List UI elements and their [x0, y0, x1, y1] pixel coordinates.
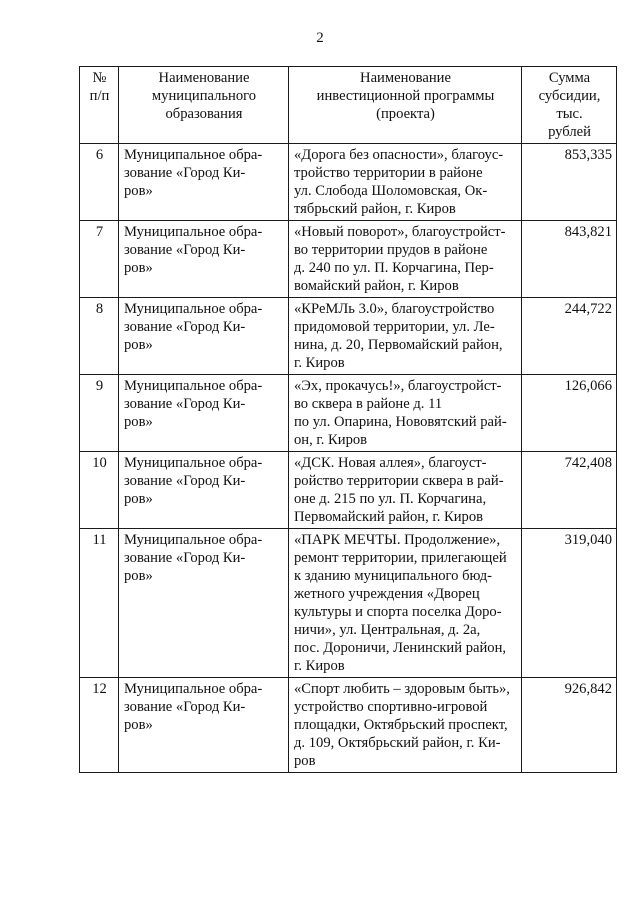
row-number: 9: [80, 375, 119, 452]
row-sum: 742,408: [522, 452, 617, 529]
header-number: [80, 67, 119, 144]
table-row: [80, 452, 617, 529]
header-municipality-label: Наименование муниципального образования: [151, 70, 257, 122]
table-header-row: [80, 67, 617, 144]
row-program: «Дорога без опасности», благоус- тройство территории в районе ул. Слобода Шоломовская, Ок- тябрьский район, г. Киров: [289, 144, 522, 221]
row-number: 8: [80, 298, 119, 375]
table-row: [80, 298, 617, 375]
row-sum: 244,722: [522, 298, 617, 375]
header-program: [289, 67, 522, 144]
row-number: 6: [80, 144, 119, 221]
row-sum: 853,335: [522, 144, 617, 221]
row-program: «ДСК. Новая аллея», благоуст- ройство территории сквера в рай- оне д. 215 по ул. П. Корчагина, Первомайский район, г. Киров: [289, 452, 522, 529]
row-program: «ПАРК МЕЧТЫ. Продолжение», ремонт территории, прилегающей к зданию муниципального бюд- жетного учреждения «Дворец культуры и спорта поселка Доро- ничи», ул. Центральная, д. 2а, пос. Дороничи, Ленинский район, г. Киров: [289, 529, 522, 678]
row-municipality: Муниципальное обра- зование «Город Ки- ров»: [119, 221, 289, 298]
header-program-label: Наименование инвестиционной программы (проекта): [316, 70, 495, 122]
row-sum: 926,842: [522, 678, 617, 773]
table-row: [80, 678, 617, 773]
row-number: 10: [80, 452, 119, 529]
row-municipality: Муниципальное обра- зование «Город Ки- ров»: [119, 678, 289, 773]
row-municipality: Муниципальное обра- зование «Город Ки- ров»: [119, 375, 289, 452]
row-program: «Спорт любить – здоровым быть», устройство спортивно-игровой площадки, Октябрьский проспект, д. 109, Октябрьский район, г. Ки- ров: [289, 678, 522, 773]
row-program: «Эх, прокачусь!», благоустройст- во сквера в районе д. 11 по ул. Опарина, Нововятский рай- он, г. Киров: [289, 375, 522, 452]
row-program: «Новый поворот», благоустройст- во территории прудов в районе д. 240 по ул. П. Корчагина, Пер- вомайский район, г. Киров: [289, 221, 522, 298]
row-number: 7: [80, 221, 119, 298]
header-number-label: № п/п: [89, 70, 110, 104]
row-number: 12: [80, 678, 119, 773]
table-row: [80, 221, 617, 298]
row-municipality: Муниципальное обра- зование «Город Ки- ров»: [119, 298, 289, 375]
row-municipality: Муниципальное обра- зование «Город Ки- ров»: [119, 529, 289, 678]
header-municipality: [119, 67, 289, 144]
header-sum: [522, 67, 617, 144]
row-program: «КРеМЛь 3.0», благоустройство придомовой территории, ул. Ле- нина, д. 20, Первомайский район, г. Киров: [289, 298, 522, 375]
row-municipality: Муниципальное обра- зование «Город Ки- ров»: [119, 144, 289, 221]
row-sum: 126,066: [522, 375, 617, 452]
subsidy-table: [79, 66, 617, 773]
page-number: 2: [316, 30, 324, 46]
table-row: [80, 375, 617, 452]
row-sum: 319,040: [522, 529, 617, 678]
row-sum: 843,821: [522, 221, 617, 298]
header-sum-label: Сумма субсидии, тыс. рублей: [538, 70, 601, 140]
row-municipality: Муниципальное обра- зование «Город Ки- ров»: [119, 452, 289, 529]
table-row: [80, 144, 617, 221]
row-number: 11: [80, 529, 119, 678]
table-row: [80, 529, 617, 678]
